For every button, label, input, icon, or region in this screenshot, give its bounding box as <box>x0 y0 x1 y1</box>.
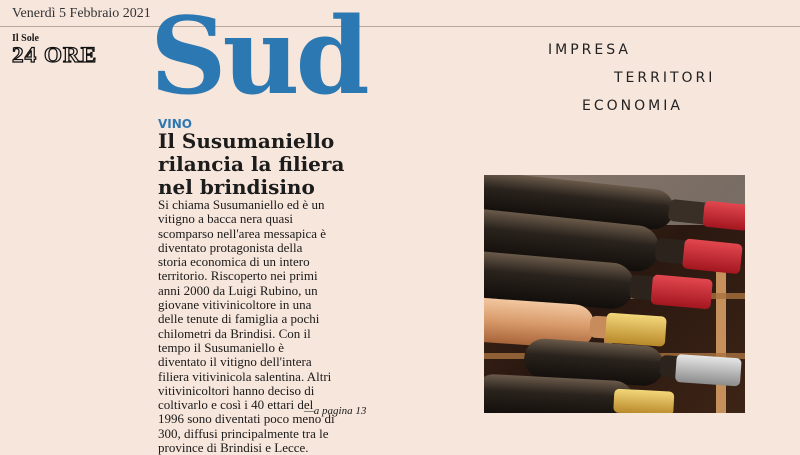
body-line: giovane vitivinicoltore in una <box>158 297 312 313</box>
headline-line: Il Susumaniello <box>158 129 335 153</box>
body-line: Si chiama Susumaniello ed è un <box>158 197 325 212</box>
body-line: diventato protagonista della <box>158 239 303 255</box>
body-line: 1996 sono diventati poco meno di <box>158 411 335 427</box>
logo-small-text: Il Sole <box>12 33 39 44</box>
body-line: 300, diffusi principalmente tra le <box>158 425 329 441</box>
body-line: coltivarlo e così i 40 ettari del <box>158 397 314 413</box>
body-line: vitigno a bacca nera quasi <box>158 211 293 227</box>
newspaper-logo <box>12 34 136 66</box>
section-label-territori: TERRITORI <box>614 70 716 86</box>
section-label-economia: ECONOMIA <box>582 98 683 114</box>
body-line: chilometri da Brindisi. Con il <box>158 325 311 341</box>
page-reference[interactable]: —a pagina 13 <box>304 405 367 417</box>
headline-line: nel brindisino <box>158 175 315 199</box>
logo-big-text: 24 ORE <box>12 42 98 67</box>
section-labels <box>540 38 760 128</box>
body-line: filiera vitivinicola salentina. Altri <box>158 368 332 384</box>
article-headline[interactable] <box>158 130 468 199</box>
body-line: vitivinicoltori hanno deciso di <box>158 382 315 398</box>
body-line: scomparso nell'area messapica è <box>158 225 327 241</box>
body-line: delle tenute di famiglia a pochi <box>158 311 320 327</box>
body-line: territorio. Riscoperto nei primi <box>158 268 318 284</box>
section-masthead: Sud <box>150 0 366 118</box>
body-line: province di Brindisi e Lecce. <box>158 440 309 455</box>
section-label-impresa: IMPRESA <box>548 42 631 58</box>
wine-bottles-illustration <box>484 175 745 413</box>
headline-line: rilancia la filiera <box>158 152 345 176</box>
article-kicker: VINO <box>158 117 192 131</box>
body-line: storia economica di un intero <box>158 254 310 270</box>
body-line: tempo il Susumaniello è <box>158 339 285 355</box>
wine-bottles-photo <box>484 175 745 413</box>
body-line: anni 2000 da Luigi Rubino, un <box>158 282 318 298</box>
issue-date: Venerdì 5 Febbraio 2021 <box>12 6 151 21</box>
header-divider <box>0 26 800 27</box>
body-line: diventato il vitigno dell'intera <box>158 354 312 370</box>
